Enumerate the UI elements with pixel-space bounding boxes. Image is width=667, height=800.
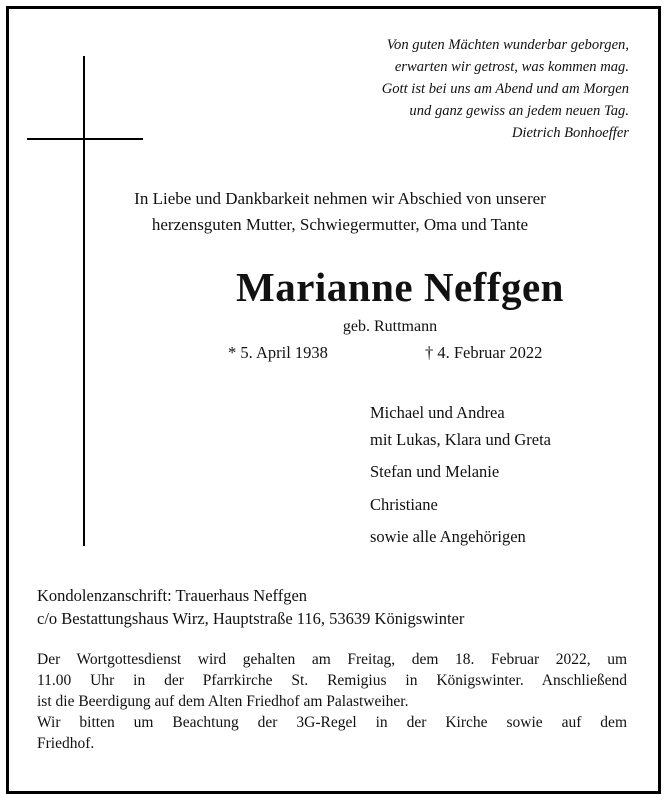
service-line: ist die Beerdigung auf dem Alten Friedhof am Palastweiher.	[37, 693, 409, 710]
service-line: Wir bitten um Beachtung der 3G-Regel in der Kirche sowie auf dem	[37, 714, 627, 731]
death-date: † 4. Februar 2022	[425, 343, 543, 362]
cross-vertical-bar	[83, 56, 85, 546]
service-line: 11.00 Uhr in der Pfarrkirche St. Remigius in Königswinter. Anschließend	[37, 672, 627, 689]
mourner-entry: sowie alle Angehörigen	[370, 527, 526, 546]
birth-date: * 5. April 1938	[228, 343, 328, 362]
address-line-2: c/o Bestattungshaus Wirz, Hauptstraße 116, 53639 Königswinter	[37, 609, 465, 628]
mourner-entry: mit Lukas, Klara und Greta	[370, 430, 551, 449]
cross-horizontal-bar	[27, 138, 143, 140]
service-line: Friedhof.	[37, 735, 95, 752]
quote-line: erwarten wir getrost, was kommen mag.	[394, 59, 629, 75]
condolence-address	[37, 584, 464, 630]
quote-line: Von guten Mächten wunderbar geborgen,	[386, 37, 629, 53]
quote-line: und ganz gewiss an jedem neuen Tag.	[409, 103, 629, 119]
bonhoeffer-quote	[209, 34, 629, 144]
intro-line-1: In Liebe und Dankbarkeit nehmen wir Abschied von unserer	[134, 189, 546, 208]
mourner-entry: Stefan und Melanie	[370, 462, 500, 481]
address-line-1: Kondolenzanschrift: Trauerhaus Neffgen	[37, 586, 308, 605]
service-line: Der Wortgottesdienst wird gehalten am Freitag, dem 18. Februar 2022, um	[37, 651, 627, 668]
maiden-name: geb. Ruttmann	[342, 318, 438, 335]
mourner-entry: Christiane	[370, 495, 438, 514]
intro-line-2: herzensguten Mutter, Schwiegermutter, Oma und Tante	[151, 215, 529, 234]
deceased-name: Marianne Neffgen	[236, 264, 564, 310]
mourner-entry: Michael und Andrea	[370, 403, 505, 422]
quote-author: Dietrich Bonhoeffer	[511, 125, 629, 141]
quote-line: Gott ist bei uns am Abend und am Morgen	[381, 81, 629, 97]
service-info	[37, 649, 627, 754]
farewell-intro	[60, 186, 620, 238]
